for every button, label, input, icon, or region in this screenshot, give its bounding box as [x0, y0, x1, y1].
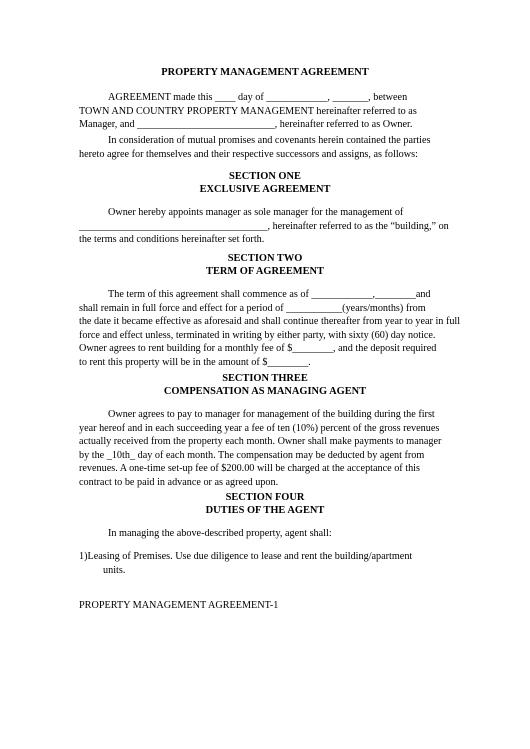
section-one-heading: SECTION ONE — [229, 171, 301, 182]
duty-list-item — [79, 550, 461, 577]
consideration-line: In consideration of mutual promises and covenants herein contained the parties — [108, 135, 431, 146]
section-two-heading: SECTION TWO — [227, 253, 303, 264]
intro-line: AGREEMENT made this ____ day of ____________, _______, between — [108, 92, 408, 103]
section-two-line: The term of this agreement shall commence as of ____________,________and — [108, 289, 431, 300]
section-one-line: Owner hereby appoints manager as sole manager for the management of — [108, 207, 404, 218]
intro-line: TOWN AND COUNTRY PROPERTY MANAGEMENT hereinafter referred to as — [79, 105, 417, 117]
section-three-line — [79, 449, 461, 463]
section-two-line: the date it became effective as aforesaid and shall continue thereafter from year to year in full — [79, 316, 461, 328]
section-one-paragraph — [79, 206, 461, 247]
line-text: by the — [79, 449, 107, 461]
duty-item-line: 1)Leasing of Premises. Use due diligence to lease and rent the building/apartment — [79, 551, 413, 562]
section-two-line: force and effect unless, terminated in writing by either party, with sixty (60) day notice. — [79, 329, 436, 341]
section-three-heading: SECTION THREE — [222, 373, 308, 384]
section-four-intro — [79, 527, 461, 541]
section-three-paragraph — [79, 408, 461, 490]
section-two-line: shall remain in full force and effect for a period of ___________(years/months) from — [79, 302, 426, 314]
section-two-line: to rent this property will be in the amount of $________. — [79, 356, 311, 368]
section-two-line: Owner agrees to rent building for a monthly fee of $________, and the deposit required — [79, 343, 437, 355]
payment-day-field: _10th_ — [106, 449, 136, 461]
intro-paragraph — [79, 91, 461, 132]
section-three-line: revenues. A one-time set-up fee of $200.00 will be charged at the acceptance of this — [79, 463, 420, 475]
section-three-line: Owner agrees to pay to manager for management of the building during the first — [108, 409, 435, 420]
section-two-subheading: TERM OF AGREEMENT — [206, 266, 324, 277]
section-four-heading: SECTION FOUR — [225, 492, 305, 503]
section-four-subheading: DUTIES OF THE AGENT — [205, 505, 325, 516]
line-text: day of each month. The compensation may be deducted by agent from — [135, 449, 425, 461]
section-three-line: contract to be paid in advance or as agreed upon. — [79, 476, 279, 488]
consideration-line: hereto agree for themselves and their respective successors and assigns, as follows: — [79, 148, 418, 160]
consideration-paragraph — [79, 134, 461, 161]
duty-item-line: units. — [103, 564, 126, 576]
section-three-line: actually received from the property each month. Owner shall make payments to manager — [79, 436, 442, 448]
section-one-line: the terms and conditions hereinafter set forth. — [79, 234, 265, 246]
section-three-line: year hereof and in each succeeding year a fee of ten (10%) percent of the gross revenues — [79, 422, 440, 434]
section-one-line: _____________________________________, hereinafter referred to as the “building,” on — [79, 220, 449, 232]
section-two-paragraph — [79, 288, 461, 370]
section-three-subheading: COMPENSATION AS MANAGING AGENT — [163, 386, 367, 397]
section-one-subheading: EXCLUSIVE AGREEMENT — [199, 184, 331, 195]
page-footer: PROPERTY MANAGEMENT AGREEMENT-1 — [79, 600, 279, 611]
document-title: PROPERTY MANAGEMENT AGREEMENT — [161, 67, 369, 78]
section-four-line: In managing the above-described property, agent shall: — [108, 528, 332, 539]
intro-line: Manager, and ___________________________, hereinafter referred to as Owner. — [79, 119, 413, 131]
